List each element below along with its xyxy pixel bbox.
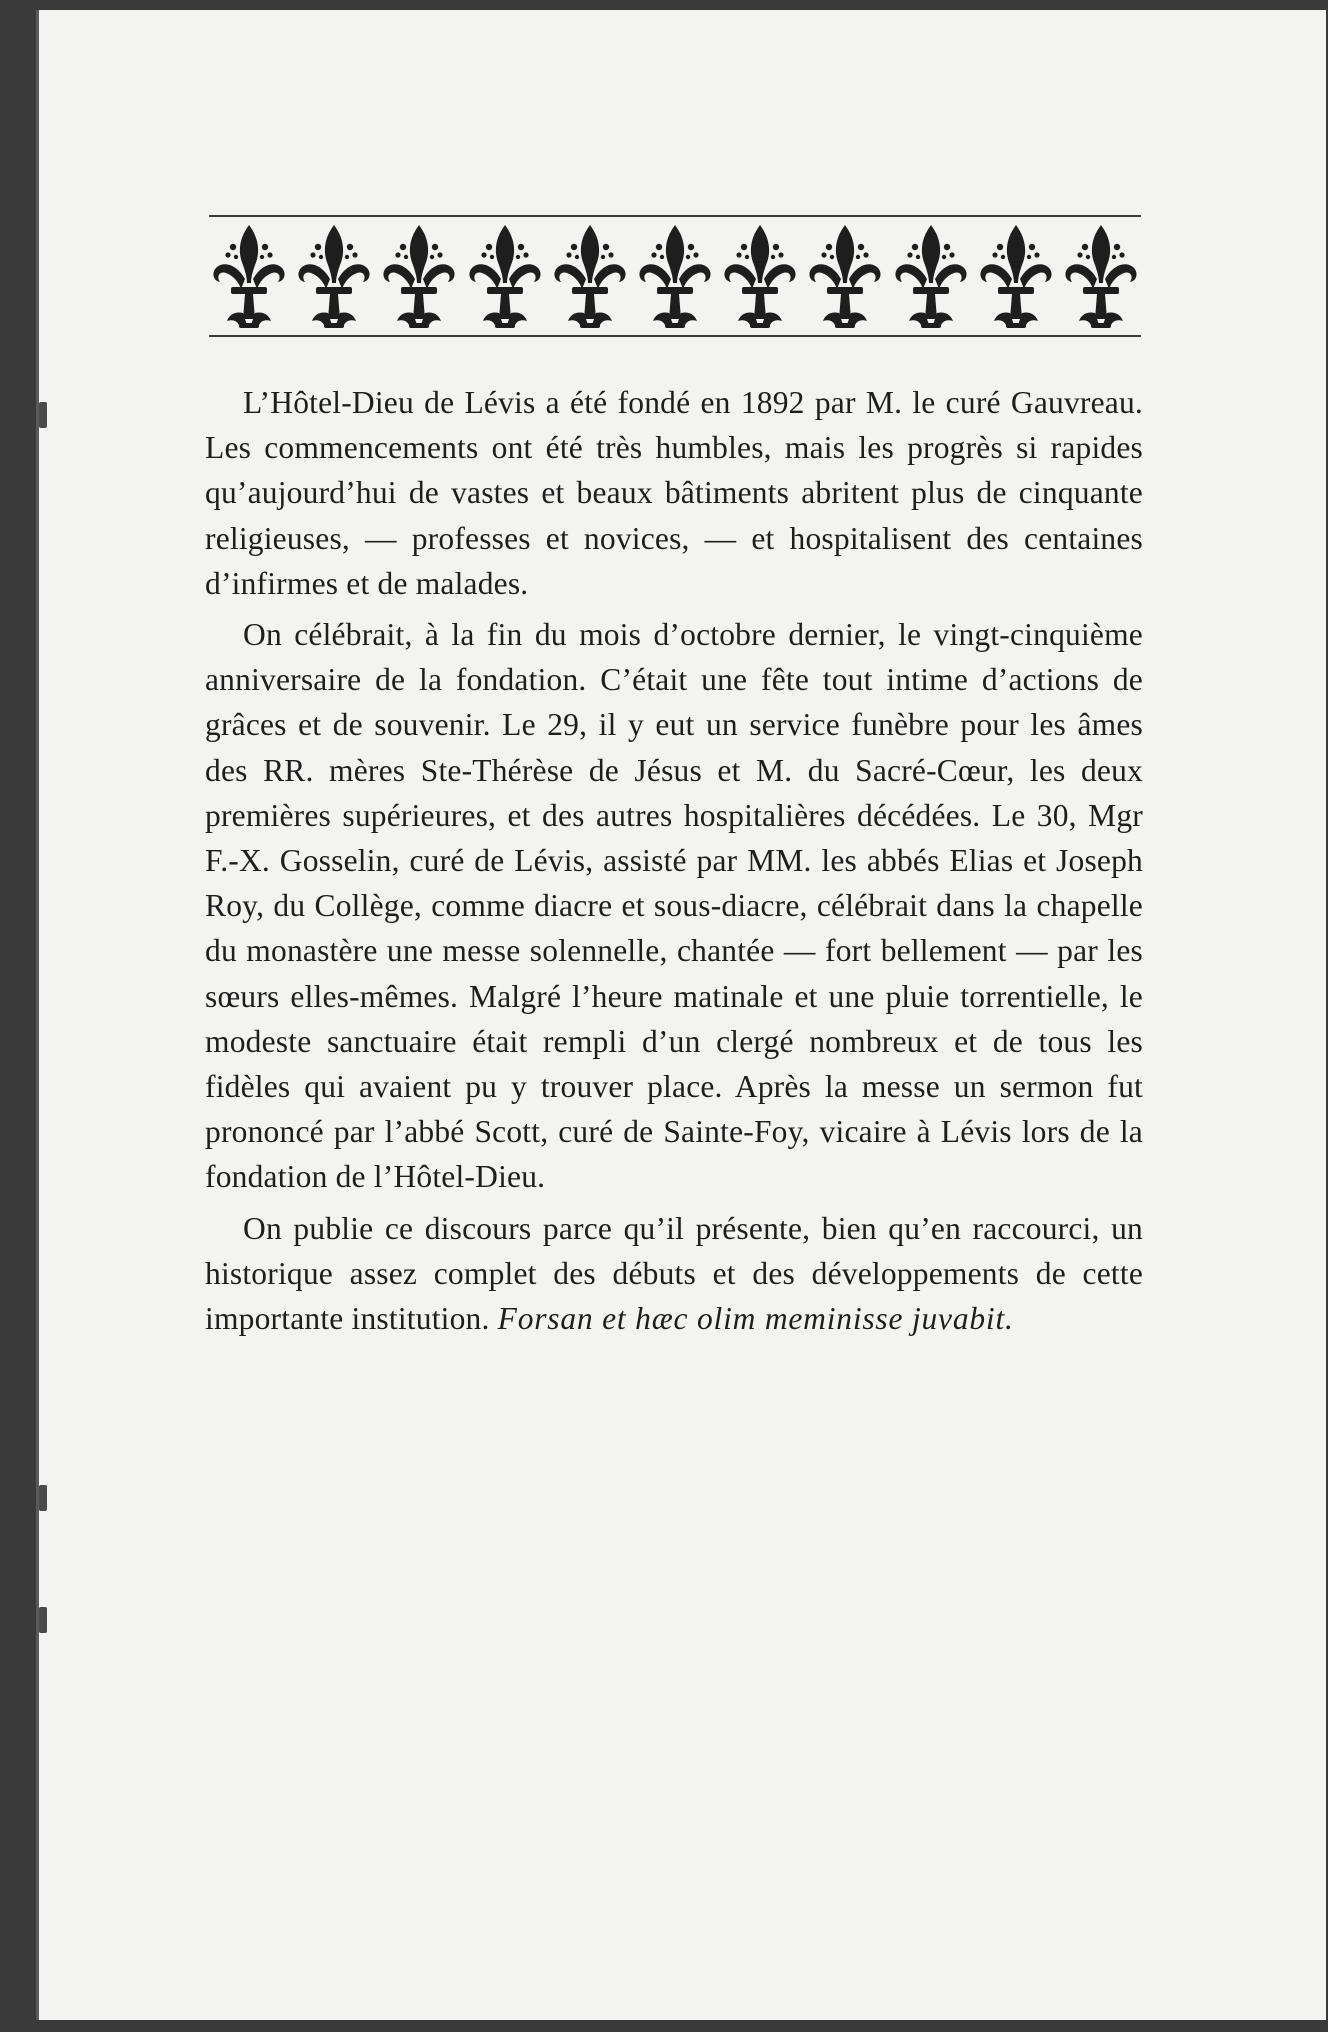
ornament-top-rule [209, 215, 1141, 217]
binding-mark [39, 1485, 47, 1511]
paragraph-intro: L’Hôtel-Dieu de Lévis a été fondé en 1892 par M. le curé Gauvreau. Les commencements ont été très humbles, mais les progrès si rapides qu’aujourd’hui de vastes et beaux bâtiments abritent plus de cinquante religieuses, — professes et novices, — et hospitalisent des centaines d’infirmes et de malades. [205, 385, 1143, 601]
paragraph-publication-text: On publie ce discours parce qu’il présente, bien qu’en raccourci, un historique assez complet des débuts et des développements de cette importante institution. [205, 1210, 1143, 1337]
fleur-de-lis-icon [209, 221, 289, 333]
binding-mark [39, 402, 47, 428]
fleur-de-lis-icon [550, 221, 630, 333]
fleur-de-lis-icon [379, 221, 459, 333]
fleur-de-lis-icon [465, 221, 545, 333]
book-page [36, 10, 1326, 2020]
ornament-bottom-rule [209, 335, 1141, 337]
paragraph-publication [205, 1206, 1143, 1342]
latin-quote: Forsan et hæc olim meminisse juvabit. [497, 1301, 1014, 1337]
fleur-de-lis-icon [805, 221, 885, 333]
fleur-de-lis-row [209, 219, 1141, 335]
fleur-de-lis-icon [1061, 221, 1141, 333]
fleur-de-lis-icon [891, 221, 971, 333]
fleur-de-lis-icon [635, 221, 715, 333]
fleur-de-lis-icon [294, 221, 374, 333]
fleur-de-lis-ornament-band [209, 203, 1141, 341]
body-text [205, 380, 1143, 1341]
fleur-de-lis-icon [976, 221, 1056, 333]
fleur-de-lis-icon [720, 221, 800, 333]
binding-mark [39, 1607, 47, 1633]
paragraph-anniversary: On célébrait, à la fin du mois d’octobre dernier, le vingt-cinquième anniversaire de la fondation. C’était une fête tout intime d’actions de grâces et de souvenir. Le 29, il y eut un service funèbre pour les âmes des RR. mères Ste-Thérèse de Jésus et M. du Sacré-Cœur, les deux premières supérieures, et des autres hospitalières décédées. Le 30, Mgr F.-X. Gosselin, curé de Lévis, assisté par MM. les abbés Elias et Joseph Roy, du Collège, comme diacre et sous-diacre, célébrait dans la chapelle du monastère une messe solennelle, chantée — fort bellement — par les sœurs elles-mêmes. Malgré l’heure matinale et une pluie torrentielle, le modeste sanctuaire était rempli d’un clergé nombreux et de tous les fidèles qui avaient pu y trouver place. Après la messe un sermon fut prononcé par l’abbé Scott, curé de Sainte-Foy, vicaire à Lévis lors de la fondation de l’Hôtel-Dieu. [205, 617, 1143, 1195]
